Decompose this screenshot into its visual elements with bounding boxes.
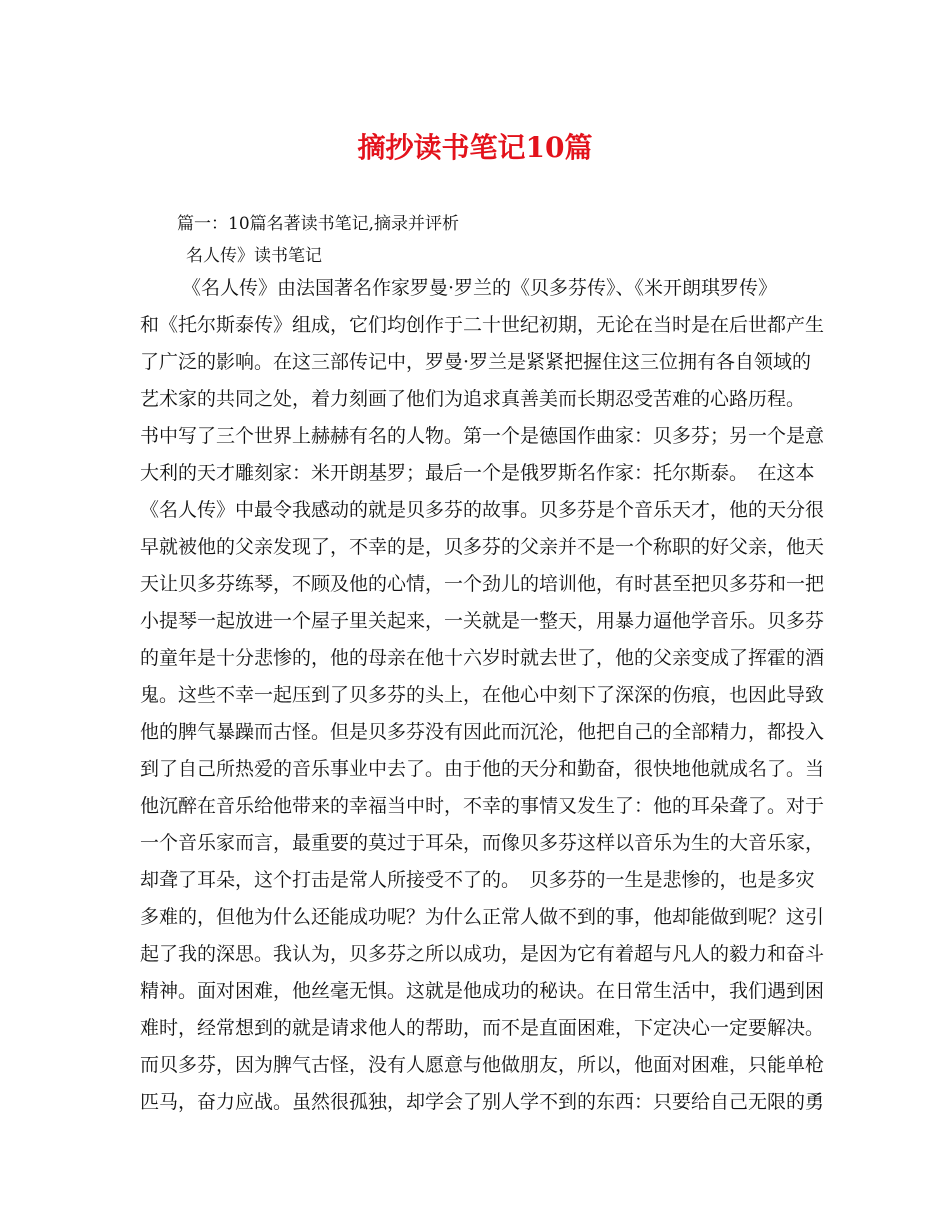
section-heading: 篇一：10篇名著读书笔记,摘录并评析 [177, 214, 460, 234]
body-line: 起了我的深思。我认为，贝多芬之所以成功，是因为它有着超与凡人的毅力和奋斗 [140, 943, 825, 965]
body-line: 艺术家的共同之处，着力刻画了他们为追求真善美而长期忍受苦难的心路历程。 [140, 388, 806, 410]
body-line: 而贝多芬，因为脾气古怪，没有人愿意与他做朋友，所以，他面对困难，只能单枪 [140, 1054, 825, 1076]
body-line: 精神。面对困难，他丝毫无惧。这就是他成功的秘诀。在日常生活中，我们遇到困 [140, 980, 825, 1002]
body-line: 和《托尔斯泰传》组成，它们均创作于二十世纪初期，无论在当时是在后世都产生 [140, 314, 825, 336]
body-line: 他的脾气暴躁而古怪。但是贝多芬没有因此而沉沦，他把自己的全部精力，都投入 [140, 721, 825, 743]
body-line: 他沉醉在音乐给他带来的幸福当中时，不幸的事情又发生了：他的耳朵聋了。对于 [140, 795, 825, 817]
body-line: 到了自己所热爱的音乐事业中去了。由于他的天分和勤奋，很快地他就成名了。当 [140, 758, 825, 780]
body-line: 鬼。这些不幸一起压到了贝多芬的头上，在他心中刻下了深深的伤痕，也因此导致 [140, 684, 825, 706]
body-line: 《名人传》中最令我感动的就是贝多芬的故事。贝多芬是个音乐天才，他的天分很 [140, 499, 825, 521]
body-line: 早就被他的父亲发现了，不幸的是，贝多芬的父亲并不是一个称职的好父亲，他天 [140, 536, 825, 558]
body-line: 了广泛的影响。在这三部传记中，罗曼·罗兰是紧紧把握住这三位拥有各自领域的 [140, 351, 812, 373]
body-line: 的童年是十分悲惨的，他的母亲在他十六岁时就去世了，他的父亲变成了挥霍的酒 [140, 647, 825, 669]
subheading: 名人传》读书笔记 [186, 246, 322, 266]
document-title: 摘抄读书笔记10篇 [357, 131, 593, 164]
body-line: 天让贝多芬练琴，不顾及他的心情，一个劲儿的培训他，有时甚至把贝多芬和一把 [140, 573, 825, 595]
body-line: 难时，经常想到的就是请求他人的帮助，而不是直面困难，下定决心一定要解决。 [140, 1017, 825, 1039]
body-line: 匹马，奋力应战。虽然很孤独，却学会了别人学不到的东西：只要给自己无限的勇 [140, 1091, 825, 1113]
body-line: 一个音乐家而言，最重要的莫过于耳朵，而像贝多芬这样以音乐为生的大音乐家， [140, 832, 825, 854]
body-line: 多难的，但他为什么还能成功呢？为什么正常人做不到的事，他却能做到呢？这引 [140, 906, 825, 928]
body-line: 大利的天才雕刻家：米开朗基罗；最后一个是俄罗斯名作家：托尔斯泰。 在这本 [140, 462, 815, 484]
body-line: 《名人传》由法国著名作家罗曼·罗兰的《贝多芬传》、《米开朗琪罗传》 [182, 277, 778, 299]
body-line: 小提琴一起放进一个屋子里关起来，一关就是一整天，用暴力逼他学音乐。贝多芬 [140, 610, 825, 632]
body-line: 却聋了耳朵，这个打击是常人所接受不了的。 贝多芬的一生是悲惨的，也是多灾 [140, 869, 815, 891]
body-line: 书中写了三个世界上赫赫有名的人物。第一个是德国作曲家：贝多芬；另一个是意 [140, 425, 825, 447]
